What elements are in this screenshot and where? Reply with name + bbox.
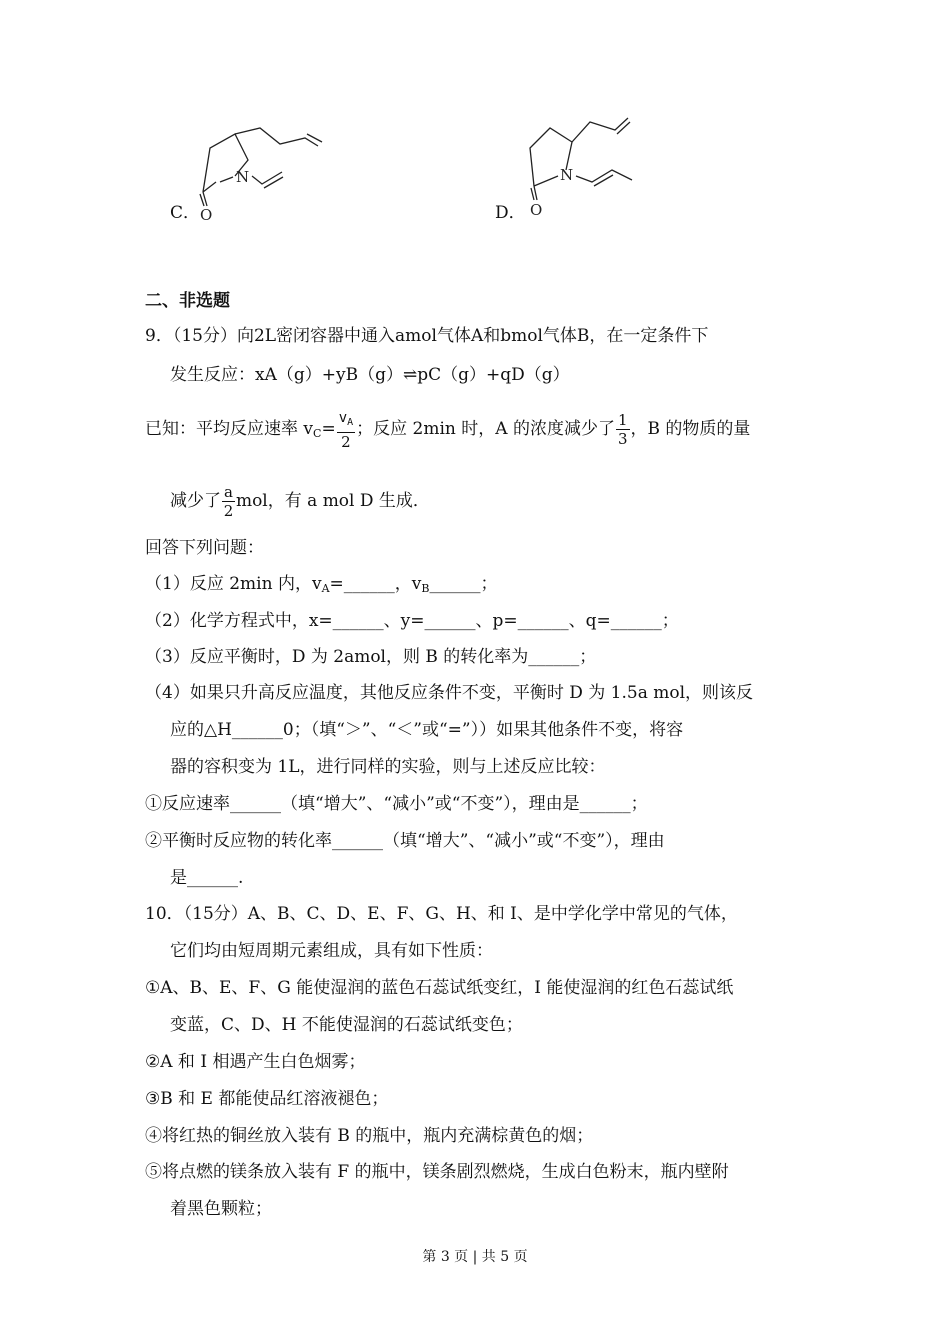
- q10-property-1-line-2: 变蓝，C、D、H 不能使湿润的石蕊试纸变色；: [170, 1015, 523, 1035]
- q10-property-5-line-2: 着黑色颗粒；: [170, 1199, 272, 1219]
- option-d-label: D．: [495, 203, 526, 223]
- structure-d: [520, 108, 670, 223]
- q9-subquestion-3: （3）反应平衡时，D 为 2amol，则 B 的转化率为______；: [145, 647, 597, 667]
- q9-intro-line-1: 9．（15分）向2L密闭容器中通入amol气体A和bmol气体B，在一定条件下: [145, 326, 709, 346]
- q9-subquestion-4-line-3: 器的容积变为 1L，进行同样的实验，则与上述反应比较：: [170, 757, 606, 777]
- q9-known-prefix: 已知：平均反应速率 v: [145, 419, 314, 439]
- q9-known-sub-c: C: [313, 427, 322, 440]
- q9-reduce-line: [170, 483, 430, 520]
- fraction-va-over-2: $\frac{v_A}{2}$: [338, 410, 354, 451]
- q9-known-tail: ，B 的物质的量: [630, 419, 751, 439]
- q10-intro-line-1: 10．（15分）A、B、C、D、E、F、G、H、和 I、是中学化学中常见的气体，: [145, 904, 738, 924]
- fraction-a-over-2: $\frac{a}{2}$: [223, 483, 234, 520]
- q9-answer-prompt: 回答下列问题：: [145, 538, 264, 558]
- option-c-label: C．: [170, 203, 201, 223]
- q9-known-line: [145, 408, 750, 451]
- q9-intro-line-2: 发生反应：xA（g）+yB（g）⇌pC（g）+qD（g）: [170, 365, 570, 385]
- side-chain-c: [235, 128, 318, 146]
- q9-known-mid: ；反应 2min 时，A 的浓度减少了: [356, 419, 615, 439]
- oxygen-d: O: [530, 201, 543, 219]
- q10-property-5-line-1: ⑤将点燃的镁条放入装有 F 的瓶中，镁条剧烈燃烧，生成白色粉末，瓶内壁附: [145, 1162, 729, 1182]
- q10-property-3: ③B 和 E 都能使品红溶液褪色；: [145, 1089, 389, 1109]
- nitrogen-d: N: [560, 166, 574, 184]
- q10-property-1-line-1: ①A、B、E、F、G 能使湿润的蓝色石蕊试纸变红，I 能使湿润的红色石蕊试纸: [145, 978, 734, 998]
- q9-known-eq: =: [321, 419, 336, 439]
- fraction-one-third: $\frac{1}{3}$: [617, 411, 628, 448]
- page-footer: 第 3 页 | 共 5 页: [422, 1249, 528, 1265]
- q9-reduce-tail: mol，有 a mol D 生成．: [235, 491, 430, 511]
- q10-property-4: ④将红热的铜丝放入装有 B 的瓶中，瓶内充满棕黄色的烟；: [145, 1126, 594, 1146]
- q9-subquestion-4-i: ①反应速率______（填“增大”、“减小”或“不变”），理由是______；: [145, 794, 648, 814]
- oxygen-c: O: [200, 206, 213, 224]
- q9-subquestion-4-ii-line-2: 是______.: [170, 868, 244, 888]
- q9-subquestion-2: （2）化学方程式中，x=______、y=______、p=______、q=______；: [145, 611, 679, 631]
- q9-reduce-prefix: 减少了: [170, 491, 221, 511]
- section-title: 二、非选题: [145, 291, 230, 311]
- q10-intro-line-2: 它们均由短周期元素组成，具有如下性质：: [170, 941, 493, 961]
- nitrogen-c: N: [236, 168, 250, 186]
- q9-subquestion-1: （1）反应 2min 内，$v_A=\_\_\_\_\_\_$，$v_B\_\_\_\_\_\_$；: [145, 574, 498, 595]
- q9-subquestion-4-line-1: （4）如果只升高反应温度，其他反应条件不变，平衡时 D 为 1.5a mol，则该反: [145, 683, 754, 703]
- q10-property-2: ②A 和 I 相遇产生白色烟雾；: [145, 1052, 366, 1072]
- q9-subquestion-4-line-2: 应的△H______0；（填“＞”、“＜”或“=”））如果其他条件不变，将容: [170, 720, 684, 740]
- q9-subquestion-4-ii-line-1: ②平衡时反应物的转化率______（填“增大”、“减小”或“不变”），理由: [145, 831, 665, 851]
- structure-c: [190, 120, 340, 230]
